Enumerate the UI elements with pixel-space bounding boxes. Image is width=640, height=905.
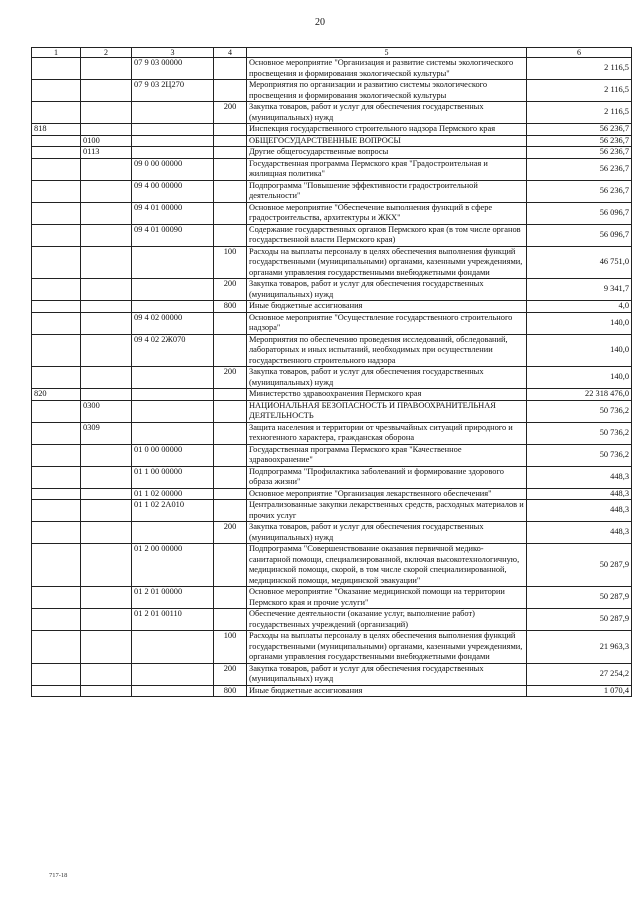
row-code-cell xyxy=(32,400,81,422)
target-code-cell: 01 2 00 00000 xyxy=(132,544,214,587)
table-row xyxy=(32,488,632,500)
table-row xyxy=(32,279,632,301)
table-row xyxy=(32,522,632,544)
section-code-cell xyxy=(81,488,132,500)
expense-type-cell xyxy=(214,444,247,466)
table-row xyxy=(32,466,632,488)
target-code-cell xyxy=(132,389,214,401)
target-code-cell xyxy=(132,685,214,697)
section-code-cell xyxy=(81,58,132,80)
table-row xyxy=(32,631,632,664)
section-code-cell xyxy=(81,500,132,522)
section-code-cell: 0113 xyxy=(81,147,132,159)
amount-cell: 50 736,2 xyxy=(527,444,632,466)
target-code-cell xyxy=(132,301,214,313)
expense-type-cell xyxy=(214,400,247,422)
section-code-cell xyxy=(81,609,132,631)
row-code-cell xyxy=(32,102,81,124)
section-code-cell xyxy=(81,544,132,587)
description-cell: Закупка товаров, работ и услуг для обеспечения государственных (муниципальных) нужд xyxy=(247,102,527,124)
table-row xyxy=(32,663,632,685)
amount-cell: 140,0 xyxy=(527,334,632,367)
amount-cell: 21 963,3 xyxy=(527,631,632,664)
expense-type-cell xyxy=(214,609,247,631)
section-code-cell xyxy=(81,124,132,136)
row-code-cell xyxy=(32,631,81,664)
description-cell: ОБЩЕГОСУДАРСТВЕННЫЕ ВОПРОСЫ xyxy=(247,135,527,147)
description-cell: Основное мероприятие "Обеспечение выполнения функций в сфере градостроительства, архитектуры и ЖКХ" xyxy=(247,202,527,224)
expense-type-cell: 200 xyxy=(214,279,247,301)
amount-cell: 50 287,9 xyxy=(527,587,632,609)
amount-cell: 56 236,7 xyxy=(527,124,632,136)
col-header-6: 6 xyxy=(527,48,632,58)
row-code-cell xyxy=(32,158,81,180)
section-code-cell: 0309 xyxy=(81,422,132,444)
expense-type-cell xyxy=(214,58,247,80)
row-code-cell xyxy=(32,334,81,367)
col-header-1: 1 xyxy=(32,48,81,58)
row-code-cell xyxy=(32,422,81,444)
target-code-cell xyxy=(132,663,214,685)
description-cell: Мероприятия по организации и развитию системы экологического просвещения и формирования экологической культуры xyxy=(247,80,527,102)
section-code-cell xyxy=(81,522,132,544)
description-cell: Мероприятия по обеспечению проведения исследований, обследований, лабораторных и иных испытаний, необходимых при осуществлении государственного строительного надзора xyxy=(247,334,527,367)
section-code-cell: 0100 xyxy=(81,135,132,147)
section-code-cell xyxy=(81,663,132,685)
row-code-cell xyxy=(32,224,81,246)
table-row xyxy=(32,685,632,697)
description-cell: НАЦИОНАЛЬНАЯ БЕЗОПАСНОСТЬ И ПРАВООХРАНИТЕЛЬНАЯ ДЕЯТЕЛЬНОСТЬ xyxy=(247,400,527,422)
expense-type-cell xyxy=(214,334,247,367)
description-cell: Министерство здравоохранения Пермского края xyxy=(247,389,527,401)
amount-cell: 50 287,9 xyxy=(527,609,632,631)
expense-type-cell: 800 xyxy=(214,301,247,313)
target-code-cell: 01 2 01 00000 xyxy=(132,587,214,609)
amount-cell: 22 318 476,0 xyxy=(527,389,632,401)
target-code-cell xyxy=(132,631,214,664)
table-row xyxy=(32,400,632,422)
amount-cell: 2 116,5 xyxy=(527,58,632,80)
col-header-2: 2 xyxy=(81,48,132,58)
target-code-cell xyxy=(132,102,214,124)
expense-type-cell xyxy=(214,135,247,147)
expense-type-cell: 200 xyxy=(214,522,247,544)
target-code-cell xyxy=(132,135,214,147)
section-code-cell xyxy=(81,444,132,466)
row-code-cell xyxy=(32,685,81,697)
description-cell: Инспекция государственного строительного надзора Пермского края xyxy=(247,124,527,136)
expense-type-cell: 200 xyxy=(214,102,247,124)
target-code-cell: 09 0 00 00000 xyxy=(132,158,214,180)
target-code-cell: 07 9 03 00000 xyxy=(132,58,214,80)
target-code-cell xyxy=(132,400,214,422)
row-code-cell xyxy=(32,147,81,159)
table-row xyxy=(32,80,632,102)
target-code-cell: 01 1 02 2А010 xyxy=(132,500,214,522)
section-code-cell xyxy=(81,224,132,246)
amount-cell: 2 116,5 xyxy=(527,80,632,102)
expense-type-cell xyxy=(214,224,247,246)
expense-type-cell xyxy=(214,488,247,500)
section-code-cell xyxy=(81,158,132,180)
table-row xyxy=(32,312,632,334)
col-header-5: 5 xyxy=(247,48,527,58)
table-row xyxy=(32,389,632,401)
description-cell: Подпрограмма "Совершенствование оказания первичной медико-санитарной помощи, специализированной, включая высокотехнологичную, медицинской помощи, скорой, в том числе скорой специализированной, медицинской помощи, медицинской эвакуации" xyxy=(247,544,527,587)
description-cell: Основное мероприятие "Осуществление государственного строительного надзора" xyxy=(247,312,527,334)
expense-type-cell: 800 xyxy=(214,685,247,697)
table-row xyxy=(32,544,632,587)
row-code-cell xyxy=(32,367,81,389)
table-row xyxy=(32,58,632,80)
amount-cell: 448,3 xyxy=(527,500,632,522)
table-row xyxy=(32,500,632,522)
description-cell: Закупка товаров, работ и услуг для обеспечения государственных (муниципальных) нужд xyxy=(247,663,527,685)
description-cell: Закупка товаров, работ и услуг для обеспечения государственных (муниципальных) нужд xyxy=(247,279,527,301)
section-code-cell xyxy=(81,301,132,313)
amount-cell: 56 236,7 xyxy=(527,135,632,147)
description-cell: Государственная программа Пермского края "Градостроительная и жилищная политика" xyxy=(247,158,527,180)
row-code-cell xyxy=(32,135,81,147)
expense-type-cell xyxy=(214,147,247,159)
row-code-cell xyxy=(32,609,81,631)
expense-type-cell: 200 xyxy=(214,367,247,389)
expense-type-cell: 100 xyxy=(214,246,247,279)
description-cell: Основное мероприятие "Организация лекарственного обеспечения" xyxy=(247,488,527,500)
amount-cell: 1 070,4 xyxy=(527,685,632,697)
target-code-cell xyxy=(132,279,214,301)
description-cell: Защита населения и территории от чрезвычайных ситуаций природного и техногенного характера, гражданская оборона xyxy=(247,422,527,444)
table-row xyxy=(32,422,632,444)
table-row xyxy=(32,367,632,389)
row-code-cell xyxy=(32,312,81,334)
table-row xyxy=(32,202,632,224)
target-code-cell xyxy=(132,367,214,389)
row-code-cell xyxy=(32,180,81,202)
amount-cell: 50 287,9 xyxy=(527,544,632,587)
description-cell: Подпрограмма "Повышение эффективности градостроительной деятельности" xyxy=(247,180,527,202)
section-code-cell xyxy=(81,279,132,301)
section-code-cell xyxy=(81,367,132,389)
row-code-cell: 818 xyxy=(32,124,81,136)
target-code-cell: 01 1 02 00000 xyxy=(132,488,214,500)
table-row xyxy=(32,158,632,180)
section-code-cell xyxy=(81,334,132,367)
description-cell: Основное мероприятие "Оказание медицинской помощи на территории Пермского края и прочие услуги" xyxy=(247,587,527,609)
row-code-cell xyxy=(32,663,81,685)
expense-type-cell xyxy=(214,544,247,587)
table-row xyxy=(32,444,632,466)
amount-cell: 56 236,7 xyxy=(527,147,632,159)
table-row xyxy=(32,334,632,367)
target-code-cell: 09 4 00 00000 xyxy=(132,180,214,202)
expense-type-cell xyxy=(214,80,247,102)
description-cell: Закупка товаров, работ и услуг для обеспечения государственных (муниципальных) нужд xyxy=(247,522,527,544)
expense-type-cell xyxy=(214,587,247,609)
row-code-cell xyxy=(32,301,81,313)
table-row xyxy=(32,147,632,159)
amount-cell: 140,0 xyxy=(527,367,632,389)
description-cell: Закупка товаров, работ и услуг для обеспечения государственных (муниципальных) нужд xyxy=(247,367,527,389)
description-cell: Расходы на выплаты персоналу в целях обеспечения выполнения функций государственными (муниципальными) органами, казенными учреждениями, органами управления государственными внебюджетными фондами xyxy=(247,631,527,664)
target-code-cell: 09 4 01 00090 xyxy=(132,224,214,246)
row-code-cell xyxy=(32,58,81,80)
section-code-cell xyxy=(81,466,132,488)
target-code-cell: 07 9 03 2Ц270 xyxy=(132,80,214,102)
row-code-cell xyxy=(32,466,81,488)
description-cell: Обеспечение деятельности (оказание услуг, выполнение работ) государственных учреждений (организаций) xyxy=(247,609,527,631)
table-row xyxy=(32,301,632,313)
expense-type-cell xyxy=(214,312,247,334)
table-row xyxy=(32,124,632,136)
target-code-cell: 01 1 00 00000 xyxy=(132,466,214,488)
table-row xyxy=(32,246,632,279)
row-code-cell xyxy=(32,279,81,301)
expense-type-cell xyxy=(214,202,247,224)
amount-cell: 50 736,2 xyxy=(527,422,632,444)
table-header-row xyxy=(32,48,632,58)
expense-type-cell xyxy=(214,389,247,401)
expense-type-cell xyxy=(214,466,247,488)
table-row xyxy=(32,180,632,202)
expense-type-cell xyxy=(214,124,247,136)
amount-cell: 9 341,7 xyxy=(527,279,632,301)
row-code-cell xyxy=(32,522,81,544)
table-row xyxy=(32,609,632,631)
target-code-cell: 09 4 02 00000 xyxy=(132,312,214,334)
row-code-cell xyxy=(32,500,81,522)
col-header-3: 3 xyxy=(132,48,214,58)
amount-cell: 46 751,0 xyxy=(527,246,632,279)
target-code-cell xyxy=(132,147,214,159)
section-code-cell xyxy=(81,685,132,697)
row-code-cell xyxy=(32,246,81,279)
expense-type-cell xyxy=(214,422,247,444)
row-code-cell xyxy=(32,444,81,466)
amount-cell: 27 254,2 xyxy=(527,663,632,685)
row-code-cell xyxy=(32,488,81,500)
expense-type-cell xyxy=(214,180,247,202)
section-code-cell: 0300 xyxy=(81,400,132,422)
section-code-cell xyxy=(81,202,132,224)
amount-cell: 56 096,7 xyxy=(527,202,632,224)
amount-cell: 56 096,7 xyxy=(527,224,632,246)
description-cell: Иные бюджетные ассигнования xyxy=(247,301,527,313)
expense-type-cell: 200 xyxy=(214,663,247,685)
target-code-cell: 01 2 01 00110 xyxy=(132,609,214,631)
page-number: 20 xyxy=(315,17,325,28)
description-cell: Содержание государственных органов Пермского края (в том числе органов государственной власти Пермского края) xyxy=(247,224,527,246)
amount-cell: 50 736,2 xyxy=(527,400,632,422)
section-code-cell xyxy=(81,102,132,124)
amount-cell: 448,3 xyxy=(527,488,632,500)
table-row xyxy=(32,587,632,609)
section-code-cell xyxy=(81,631,132,664)
target-code-cell xyxy=(132,422,214,444)
amount-cell: 448,3 xyxy=(527,522,632,544)
row-code-cell xyxy=(32,587,81,609)
expense-type-cell: 100 xyxy=(214,631,247,664)
section-code-cell xyxy=(81,80,132,102)
amount-cell: 2 116,5 xyxy=(527,102,632,124)
description-cell: Централизованные закупки лекарственных средств, расходных материалов и прочих услуг xyxy=(247,500,527,522)
row-code-cell: 820 xyxy=(32,389,81,401)
target-code-cell: 01 0 00 00000 xyxy=(132,444,214,466)
description-cell: Иные бюджетные ассигнования xyxy=(247,685,527,697)
row-code-cell xyxy=(32,544,81,587)
section-code-cell xyxy=(81,180,132,202)
expense-type-cell xyxy=(214,158,247,180)
budget-table xyxy=(31,47,632,697)
section-code-cell xyxy=(81,246,132,279)
amount-cell: 448,3 xyxy=(527,466,632,488)
amount-cell: 56 236,7 xyxy=(527,158,632,180)
footer-code: 717-18 xyxy=(49,872,68,879)
row-code-cell xyxy=(32,202,81,224)
table-row xyxy=(32,224,632,246)
expense-type-cell xyxy=(214,500,247,522)
target-code-cell: 09 4 01 00000 xyxy=(132,202,214,224)
amount-cell: 140,0 xyxy=(527,312,632,334)
description-cell: Основное мероприятие "Организация и развитие системы экологического просвещения и формирования экологической культуры" xyxy=(247,58,527,80)
table-row xyxy=(32,135,632,147)
description-cell: Другие общегосударственные вопросы xyxy=(247,147,527,159)
col-header-4: 4 xyxy=(214,48,247,58)
row-code-cell xyxy=(32,80,81,102)
target-code-cell xyxy=(132,522,214,544)
amount-cell: 56 236,7 xyxy=(527,180,632,202)
description-cell: Расходы на выплаты персоналу в целях обеспечения выполнения функций государственными (муниципальными) органами, казенными учреждениями, органами управления государственными внебюджетными фондами xyxy=(247,246,527,279)
target-code-cell xyxy=(132,246,214,279)
section-code-cell xyxy=(81,312,132,334)
target-code-cell: 09 4 02 2Ж070 xyxy=(132,334,214,367)
description-cell: Подпрограмма "Профилактика заболеваний и формирование здорового образа жизни" xyxy=(247,466,527,488)
description-cell: Государственная программа Пермского края "Качественное здравоохранение" xyxy=(247,444,527,466)
target-code-cell xyxy=(132,124,214,136)
section-code-cell xyxy=(81,587,132,609)
section-code-cell xyxy=(81,389,132,401)
table-row xyxy=(32,102,632,124)
amount-cell: 4,0 xyxy=(527,301,632,313)
